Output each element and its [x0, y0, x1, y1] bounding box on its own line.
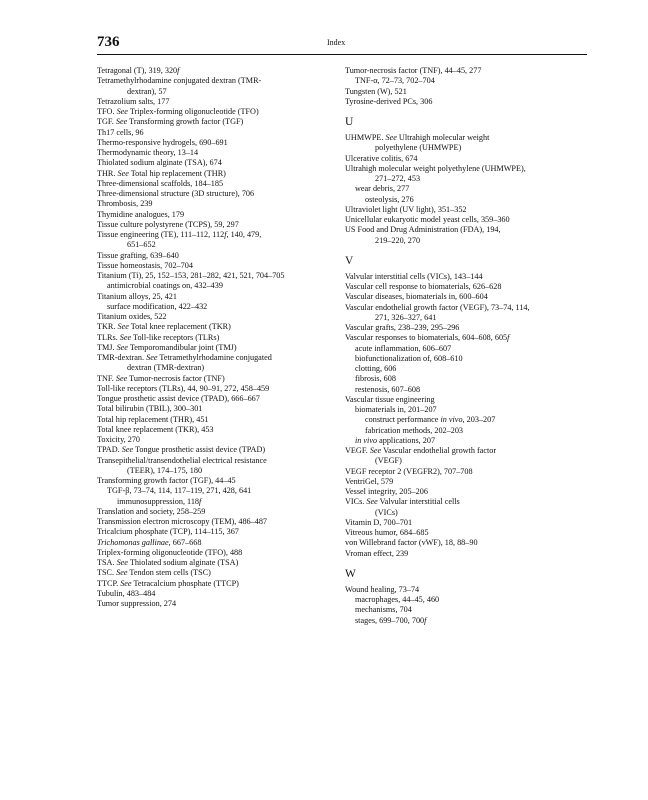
index-entry-continuation: 271, 326–327, 641 [375, 312, 437, 322]
index-entry: VEGF. See Vascular endothelial growth factor [345, 446, 497, 455]
page-number: 736 [97, 34, 120, 50]
index-entry: Three-dimensional scaffolds, 184–185 [97, 178, 224, 188]
index-entry: Vascular tissue engineering [345, 394, 435, 404]
index-entry: Vascular cell response to biomaterials, 626–628 [345, 282, 502, 291]
index-entry: Vascular responses to biomaterials, 604–608, 605f [345, 333, 510, 343]
section-letter: W [345, 567, 356, 580]
index-entry: TMR-dextran. See Tetramethylrhodamine conjugated [97, 353, 272, 362]
index-entry: Triplex-forming oligonucleotide (TFO), 488 [97, 547, 243, 557]
index-entry: Transmission electron microscopy (TEM), 486–487 [97, 517, 268, 526]
index-column-right [345, 66, 588, 626]
index-entry: TNF. See Tumor-necrosis factor (TNF) [97, 373, 225, 383]
index-entry: VEGF receptor 2 (VEGFR2), 707–708 [345, 466, 473, 476]
index-entry: Tissue homeostasis, 702–704 [97, 260, 193, 270]
index-entry: US Food and Drug Administration (FDA), 194, [345, 225, 501, 235]
index-entry: VentriGel, 579 [345, 476, 394, 486]
index-entry: Tetramethylrhodamine conjugated dextran (TMR- [97, 76, 262, 86]
index-entry: TTCP. See Tetracalcium phosphate (TTCP) [97, 578, 239, 588]
index-entry: TSA. See Thiolated sodium alginate (TSA) [97, 558, 239, 567]
index-entry: Tetragonal (T), 319, 320f [97, 66, 180, 75]
index-subentry: construct performance in vivo, 203–207 [365, 415, 496, 425]
index-entry: Vascular endothelial growth factor (VEGF), 73–74, 114, [345, 302, 530, 312]
index-subentry: antimicrobial coatings on, 432–439 [107, 281, 223, 291]
index-entry: Vroman effect, 239 [345, 548, 409, 558]
index-subentry: surface modification, 422–432 [107, 301, 208, 311]
index-entry: von Willebrand factor (vWF), 18, 88–90 [345, 538, 478, 548]
index-entry: Tungsten (W), 521 [345, 86, 407, 96]
index-entry: Vascular grafts, 238–239, 295–296 [345, 323, 460, 332]
index-entry: Valvular interstitial cells (VICs), 143–144 [345, 271, 483, 281]
index-subentry: TNF-α, 72–73, 702–704 [355, 76, 435, 86]
index-entry: Thermodynamic theory, 13–14 [97, 148, 199, 157]
index-entry-continuation: dextran (TMR-dextran) [127, 363, 205, 373]
index-entry: TLRs. See Toll-like receptors (TLRs) [97, 332, 220, 342]
index-entry: Ultraviolet light (UV light), 351–352 [345, 204, 467, 214]
index-entry: TSC. See Tendon stem cells (TSC) [97, 568, 211, 578]
index-entry: UHMWPE. See Ultrahigh molecular weight [345, 133, 490, 142]
index-entry-continuation: 271–272, 453 [375, 174, 421, 183]
index-entry: Th17 cells, 96 [97, 127, 144, 137]
index-entry: Thymidine analogues, 179 [97, 209, 185, 219]
index-entry: THR. See Total hip replacement (THR) [97, 168, 226, 178]
index-entry: Tyrosine-derived PCs, 306 [345, 96, 433, 106]
header-rule [97, 54, 587, 55]
index-subentry: wear debris, 277 [355, 184, 410, 194]
section-letter: U [345, 116, 354, 128]
index-subentry: fibrosis, 608 [355, 374, 396, 384]
index-entry: Thiolated sodium alginate (TSA), 674 [97, 158, 222, 168]
index-subentry: immunosuppression, 118f [117, 496, 202, 506]
index-entry: Vitamin D, 700–701 [345, 517, 413, 527]
index-entry: Tissue culture polystyrene (TCPS), 59, 297 [97, 219, 239, 229]
index-subentry: fabrication methods, 202–203 [365, 425, 464, 435]
index-entry: VICs. See Valvular interstitial cells [345, 497, 460, 507]
index-entry: Tricalcium phosphate (TCP), 114–115, 367 [97, 527, 239, 537]
index-entry: Total bilirubin (TBIL), 300–301 [97, 404, 203, 414]
index-entry: Tissue engineering (TE), 111–112, 112f, 140, 479, [97, 230, 262, 239]
index-subentry: osteolysis, 276 [365, 194, 414, 204]
index-entry: Tumor suppression, 274 [97, 599, 177, 608]
index-subentry: TGF-β, 73–74, 114, 117–119, 271, 428, 641 [107, 486, 252, 496]
index-entry: Unicellular eukaryotic model yeast cells, 359–360 [345, 215, 510, 224]
index-entry: Titanium (Ti), 25, 152–153, 281–282, 421, 521, 704–705 [97, 271, 285, 280]
index-entry: TPAD. See Tongue prosthetic assist device (TPAD) [97, 445, 266, 455]
index-entry: Vitreous humor, 684–685 [345, 528, 429, 537]
index-entry: Ultrahigh molecular weight polyethylene (UHMWPE), [345, 163, 526, 173]
index-subentry: stages, 699–700, 700f [355, 615, 427, 625]
index-entry-continuation: 219–220, 270 [375, 235, 421, 245]
index-entry: Toxicity, 270 [97, 435, 141, 444]
index-entry: Thermo-responsive hydrogels, 690–691 [97, 137, 228, 147]
index-subentry: biomaterials in, 201–207 [355, 405, 437, 414]
index-entry: Transforming growth factor (TGF), 44–45 [97, 476, 236, 485]
index-entry: Vessel integrity, 205–206 [345, 487, 428, 496]
running-title: Index [327, 38, 346, 47]
index-entry: Titanium alloys, 25, 421 [97, 291, 177, 301]
index-entry: Vascular diseases, biomaterials in, 600–604 [345, 292, 488, 302]
index-column-left [97, 66, 341, 609]
index-entry: Ulcerative colitis, 674 [345, 153, 418, 163]
index-entry: Titanium oxides, 522 [97, 312, 167, 321]
index-entry: TMJ. See Temporomandibular joint (TMJ) [97, 342, 237, 352]
index-subentry: macrophages, 44–45, 460 [355, 595, 440, 604]
section-letter: V [345, 254, 354, 267]
index-entry-continuation: (TEER), 174–175, 180 [127, 465, 203, 475]
index-entry-continuation: 651–652 [127, 240, 156, 250]
index-entry-continuation: (VICs) [375, 507, 398, 517]
index-entry-continuation: (VEGF) [375, 456, 402, 466]
index-entry: TFO. See Triplex-forming oligonucleotide (TFO) [97, 107, 259, 116]
index-entry-continuation: dextran), 57 [127, 86, 167, 96]
index-entry: Total hip replacement (THR), 451 [97, 414, 209, 424]
index-entry: Total knee replacement (TKR), 453 [97, 424, 214, 434]
index-subentry: biofunctionalization of, 608–610 [355, 353, 463, 363]
index-subentry: mechanisms, 704 [355, 605, 412, 615]
index-entry: Thrombosis, 239 [97, 199, 153, 209]
index-entry: Tissue grafting, 639–640 [97, 250, 179, 260]
index-entry: Tetrazolium salts, 177 [97, 96, 170, 106]
index-entry-continuation: polyethylene (UHMWPE) [375, 143, 462, 153]
index-subentry: restenosis, 607–608 [355, 384, 421, 394]
index-entry: Tongue prosthetic assist device (TPAD), 666–667 [97, 394, 260, 403]
index-entry: Translation and society, 258–259 [97, 506, 206, 516]
index-subentry: clotting, 606 [355, 364, 397, 373]
index-entry: Wound healing, 73–74 [345, 584, 420, 594]
index-entry: Three-dimensional structure (3D structure), 706 [97, 189, 255, 198]
page-header [97, 34, 587, 54]
index-entry: Toll-like receptors (TLRs), 44, 90–91, 272, 458–459 [97, 383, 270, 393]
index-entry: TGF. See Transforming growth factor (TGF) [97, 117, 244, 127]
index-entry: Tubulin, 483–484 [97, 588, 156, 598]
index-subentry: acute inflammation, 606–607 [355, 343, 452, 353]
index-entry: Transepithelial/transendothelial electrical resistance [97, 455, 267, 465]
index-entry: TKR. See Total knee replacement (TKR) [97, 322, 231, 332]
index-subentry: in vivo applications, 207 [355, 435, 436, 445]
index-entry: Trichomonas gallinae, 667–668 [97, 537, 202, 547]
index-entry: Tumor-necrosis factor (TNF), 44–45, 277 [345, 66, 482, 75]
